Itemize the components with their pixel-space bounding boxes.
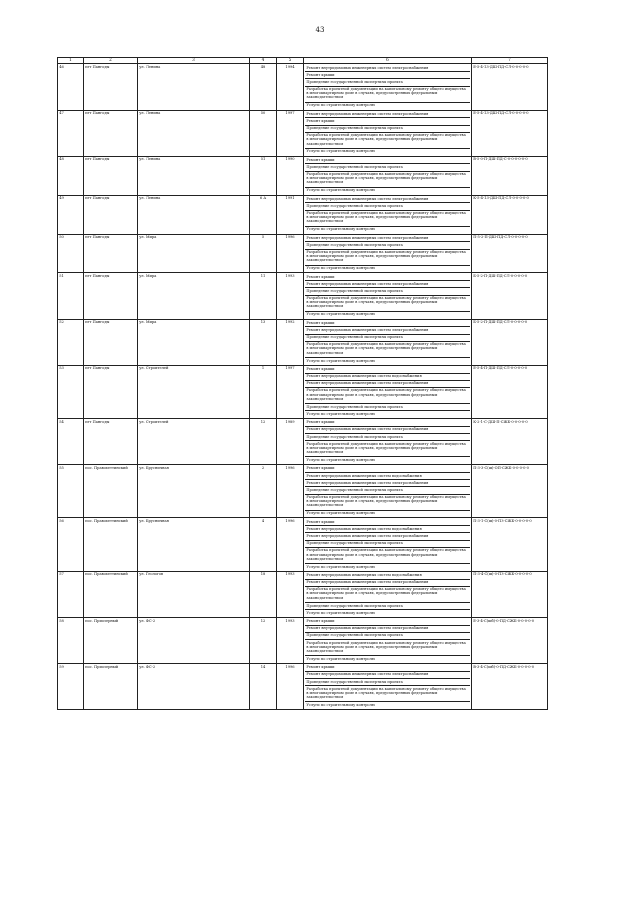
work-item: Проведение государственной экспертизы проекта	[305, 242, 470, 249]
street-cell: ул. Ленина	[138, 110, 250, 156]
work-item: Ремонт крыши	[305, 72, 470, 79]
work-item: Проведение государственной экспертизы проекта	[305, 79, 470, 86]
table-row	[58, 518, 548, 571]
street-cell: ул. Геологов	[138, 571, 250, 617]
year-cell: 1996	[277, 518, 304, 571]
year-cell: 1993	[277, 617, 304, 663]
year-cell: 1994	[277, 64, 304, 110]
column-header: 1	[58, 58, 84, 64]
works-cell	[304, 664, 472, 710]
row-number-cell: 51	[58, 273, 84, 319]
work-item: Услуги по строительному контролю	[306, 656, 375, 661]
work-item: Услуги по строительному контролю	[306, 457, 375, 462]
works-cell	[304, 617, 472, 663]
work-item: Ремонт крыши	[305, 274, 470, 281]
table-row	[58, 365, 548, 418]
column-header: 5	[277, 58, 304, 64]
row-number-cell: 59	[58, 664, 84, 710]
work-item: Ремонт крыши	[305, 366, 470, 373]
row-number-cell: 58	[58, 617, 84, 663]
house-cell: 12	[250, 617, 277, 663]
settlement-cell: пос. Правохеттинский	[84, 518, 138, 571]
work-item: Ремонт внутридомовых инженерных систем электроснабжения	[305, 235, 470, 242]
work-item: Услуги по строительному контролю	[306, 411, 375, 416]
house-cell: 14	[250, 664, 277, 710]
column-header: 2	[84, 58, 138, 64]
row-number-cell: 53	[58, 365, 84, 418]
work-item: Проведение государственной экспертизы проекта	[305, 126, 470, 133]
work-item: Услуги по строительному контролю	[306, 511, 375, 516]
street-cell: ул. Мира	[138, 319, 250, 365]
work-item: Услуги по строительному контролю	[306, 103, 375, 108]
column-header: 7	[472, 58, 548, 64]
street-cell: ул. Мира	[138, 273, 250, 319]
column-header: 4	[250, 58, 277, 64]
work-item: Ремонт внутридомовых инженерных систем водоснабжения	[305, 572, 470, 579]
works-cell	[304, 156, 472, 195]
works-cell	[304, 571, 472, 617]
settlement-cell: пос. Правохеттинский	[84, 571, 138, 617]
table-row	[58, 319, 548, 365]
code-cell: Е-5-4-13-ДШ-ПД-СЛ-0-0-0-0-0	[472, 64, 548, 110]
work-item: Услуги по строительному контролю	[306, 358, 375, 363]
work-item: Проведение государственной экспертизы проекта	[305, 434, 470, 441]
work-item: Разработка проектной документации на капитальному ремонту общего имущества в многоквартирном доме в случаях, предусмотренных федеральным законодательством	[305, 211, 470, 227]
work-item: Ремонт крыши	[305, 519, 470, 526]
street-cell: ул. Ленина	[138, 156, 250, 195]
work-item: Ремонт крыши	[305, 665, 470, 672]
works-cell	[304, 465, 472, 518]
street-cell: ул. Ленина	[138, 195, 250, 234]
work-item: Разработка проектной документации на капитальному ремонту общего имущества в многоквартирном доме в случаях, предусмотренных федеральным законодательством	[305, 133, 470, 149]
street-cell: ул. ФС-2	[138, 617, 250, 663]
row-number-cell: 54	[58, 419, 84, 465]
house-cell: 6 А	[250, 195, 277, 234]
works-cell	[304, 195, 472, 234]
row-number-cell: 55	[58, 465, 84, 518]
year-cell: 1996	[277, 465, 304, 518]
table-row	[58, 465, 548, 518]
year-cell: 1992	[277, 319, 304, 365]
code-cell: П-3-1-С(ш)-0-ПЗ-СЖБ-0-0-0-0-0	[472, 518, 548, 571]
work-item: Проведение государственной экспертизы проекта	[305, 164, 470, 171]
street-cell: ул. ФС-2	[138, 664, 250, 710]
work-item: Разработка проектной документации на капитальному ремонту общего имущества в многоквартирном доме в случаях, предусмотренных федеральным законодательством	[305, 587, 470, 603]
work-item: Услуги по строительному контролю	[306, 266, 375, 271]
code-cell: Б-5-2-П-ДШ-ПД-СЛ-0-0-0-0-0	[472, 319, 548, 365]
table-row	[58, 156, 548, 195]
table-row	[58, 234, 548, 273]
work-item: Ремонт крыши	[305, 466, 470, 473]
table-body	[58, 64, 548, 710]
year-cell: 1993	[277, 273, 304, 319]
works-cell	[304, 64, 472, 110]
house-cell: 18	[250, 571, 277, 617]
street-cell: ул. Ленина	[138, 64, 250, 110]
work-item: Ремонт крыши	[305, 118, 470, 125]
column-header: 3	[138, 58, 250, 64]
work-item: Проведение государственной экспертизы проекта	[305, 335, 470, 342]
row-number-cell: 50	[58, 234, 84, 273]
code-cell: П-3-4-С(ш)-0-ПЗ-СЖБ-0-0-0-0-0	[472, 571, 548, 617]
work-item: Проведение государственной экспертизы проекта	[305, 404, 470, 411]
year-cell: 1991	[277, 195, 304, 234]
row-number-cell: 47	[58, 110, 84, 156]
settlement-cell: пгт Пангоды	[84, 273, 138, 319]
row-number-cell: 56	[58, 518, 84, 571]
year-cell: 1990	[277, 156, 304, 195]
page-number: 43	[315, 26, 325, 34]
settlement-cell: пгт Пангоды	[84, 365, 138, 418]
year-cell: 1996	[277, 664, 304, 710]
settlement-cell: пгт Пангоды	[84, 110, 138, 156]
work-item: Услуги по строительному контролю	[306, 227, 375, 232]
table-row	[58, 273, 548, 319]
row-number-cell: 57	[58, 571, 84, 617]
work-item: Ремонт внутридомовых инженерных систем электроснабжения	[305, 111, 470, 118]
settlement-cell: пгт Пангоды	[84, 419, 138, 465]
code-cell: Б-5-2-П-ДШ-ПД-СЛ-0-0-0-0-0	[472, 273, 548, 319]
house-cell: 48	[250, 64, 277, 110]
row-number-cell: 49	[58, 195, 84, 234]
work-item: Ремонт внутридомовых инженерных систем электроснабжения	[305, 533, 470, 540]
code-cell: В-5-0-П-ДШ-ПД-С-0-0-0-0-0-0	[472, 156, 548, 195]
work-item: Разработка проектной документации на капитальному ремонту общего имущества в многоквартирном доме в случаях, предусмотренных федеральным законодательством	[305, 250, 470, 266]
street-cell: ул. Брусничная	[138, 465, 250, 518]
work-item: Разработка проектной документации на капитальному ремонту общего имущества в многоквартирном доме в случаях, предусмотренных федеральным законодательством	[305, 441, 470, 457]
works-cell	[304, 273, 472, 319]
code-cell: Е-3-4-С(шб)-0-ПД-СЖБ-0-0-0-0-0	[472, 617, 548, 663]
work-item: Ремонт внутридомовых инженерных систем водоснабжения	[305, 374, 470, 381]
street-cell: ул. Брусничная	[138, 518, 250, 571]
work-item: Ремонт внутридомовых инженерных систем электроснабжения	[305, 65, 470, 72]
work-item: Разработка проектной документации на капитальному ремонту общего имущества в многоквартирном доме в случаях, предусмотренных федеральным законодательством	[305, 495, 470, 511]
code-cell: П-5-2-П-ДШ-ПД-СЛ-0-0-0-0-0	[472, 234, 548, 273]
work-item: Ремонт внутридомовых инженерных систем водоснабжения	[305, 526, 470, 533]
code-cell: Е-5-4-П-ДШ-ПД-СЛ-0-0-0-0-0	[472, 365, 548, 418]
table-row	[58, 419, 548, 465]
work-item: Услуги по строительному контролю	[306, 149, 375, 154]
settlement-cell: пос. Правохеттинский	[84, 465, 138, 518]
year-cell: 1996	[277, 234, 304, 273]
work-item: Ремонт внутридомовых инженерных систем электроснабжения	[305, 196, 470, 203]
work-item: Услуги по строительному контролю	[306, 312, 375, 317]
work-item: Ремонт внутридомовых инженерных систем электроснабжения	[305, 672, 470, 679]
row-number-cell: 46	[58, 64, 84, 110]
work-item: Проведение государственной экспертизы проекта	[305, 603, 470, 610]
works-cell	[304, 365, 472, 418]
work-item: Ремонт внутридомовых инженерных систем электроснабжения	[305, 381, 470, 388]
code-cell: Е-5-4-13-ДШ-ПД-СЛ-0-0-0-0-0	[472, 110, 548, 156]
table-row	[58, 571, 548, 617]
work-item: Проведение государственной экспертизы проекта	[305, 288, 470, 295]
work-item: Ремонт внутридомовых инженерных систем электроснабжения	[305, 480, 470, 487]
work-item: Разработка проектной документации на капитальному ремонту общего имущества в многоквартирном доме в случаях, предусмотренных федеральным законодательством	[305, 296, 470, 312]
house-cell: 5	[250, 234, 277, 273]
work-item: Разработка проектной документации на капитальному ремонту общего имущества в многоквартирном доме в случаях, предусмотренных федеральным законодательством	[305, 686, 470, 702]
work-item: Ремонт внутридомовых инженерных систем электроснабжения	[305, 327, 470, 334]
house-cell: 11	[250, 273, 277, 319]
year-cell: 1993	[277, 571, 304, 617]
work-item: Услуги по строительному контролю	[306, 702, 375, 707]
table-row	[58, 664, 548, 710]
table-row	[58, 64, 548, 110]
work-item: Проведение государственной экспертизы проекта	[305, 487, 470, 494]
work-item: Разработка проектной документации на капитальному ремонту общего имущества в многоквартирном доме в случаях, предусмотренных федеральным законодательством	[305, 640, 470, 656]
work-item: Ремонт внутридомовых инженерных систем водоснабжения	[305, 473, 470, 480]
table-row	[58, 195, 548, 234]
work-item: Ремонт внутридомовых инженерных систем электроснабжения	[305, 580, 470, 587]
work-item: Разработка проектной документации на капитальному ремонту общего имущества в многоквартирном доме в случаях, предусмотренных федеральным законодательством	[305, 388, 470, 404]
works-cell	[304, 419, 472, 465]
house-cell: 1	[250, 365, 277, 418]
table-row	[58, 110, 548, 156]
table-row	[58, 617, 548, 663]
settlement-cell: пгт Пангоды	[84, 319, 138, 365]
work-item: Ремонт внутридомовых инженерных систем электроснабжения	[305, 626, 470, 633]
column-header: 6	[304, 58, 472, 64]
code-cell: В-3-4-С(шб)-0-ПД-СЖБ-0-0-0-0-0	[472, 664, 548, 710]
work-item: Услуги по строительному контролю	[306, 564, 375, 569]
year-cell: 1997	[277, 110, 304, 156]
settlement-cell: пгт Пангоды	[84, 234, 138, 273]
works-cell	[304, 110, 472, 156]
work-item: Ремонт внутридомовых инженерных систем электроснабжения	[305, 427, 470, 434]
work-item: Разработка проектной документации на капитальному ремонту общего имущества в многоквартирном доме в случаях, предусмотренных федеральным законодательством	[305, 87, 470, 103]
year-cell: 1989	[277, 419, 304, 465]
work-item: Ремонт крыши	[305, 619, 470, 626]
settlement-cell: пгт Пангоды	[84, 195, 138, 234]
settlement-cell: пгт Пангоды	[84, 156, 138, 195]
work-item: Ремонт крыши	[305, 420, 470, 427]
house-cell: 51	[250, 156, 277, 195]
work-item: Разработка проектной документации на капитальному ремонту общего имущества в многоквартирном доме в случаях, предусмотренных федеральным законодательством	[305, 172, 470, 188]
code-cell: К-2-1-С-ДШ-П-СЖБ-0-0-0-0-0	[472, 419, 548, 465]
work-item: Разработка проектной документации на капитальному ремонту общего имущества в многоквартирном доме в случаях, предусмотренных федеральным законодательством	[305, 548, 470, 564]
row-number-cell: 52	[58, 319, 84, 365]
work-item: Проведение государственной экспертизы проекта	[305, 203, 470, 210]
settlement-cell: пгт Пангоды	[84, 64, 138, 110]
street-cell: ул. Строителей	[138, 419, 250, 465]
work-item: Проведение государственной экспертизы проекта	[305, 679, 470, 686]
house-cell: 12	[250, 419, 277, 465]
house-cell: 2	[250, 465, 277, 518]
work-item: Ремонт внутридомовых инженерных систем электроснабжения	[305, 281, 470, 288]
work-item: Разработка проектной документации на капитальному ремонту общего имущества в многоквартирном доме в случаях, предусмотренных федеральным законодательством	[305, 342, 470, 358]
work-item: Ремонт крыши	[305, 320, 470, 327]
code-cell: П-3-3-С(ш)-ОП-СЖБ-0-0-0-0-0	[472, 465, 548, 518]
work-item: Услуги по строительному контролю	[306, 188, 375, 193]
house-cell: 50	[250, 110, 277, 156]
work-item: Проведение государственной экспертизы проекта	[305, 633, 470, 640]
work-item: Проведение государственной экспертизы проекта	[305, 541, 470, 548]
works-cell	[304, 319, 472, 365]
year-cell: 1997	[277, 365, 304, 418]
works-cell	[304, 518, 472, 571]
street-cell: ул. Строителей	[138, 365, 250, 418]
row-number-cell: 48	[58, 156, 84, 195]
work-item: Ремонт крыши	[305, 157, 470, 164]
house-cell: 13	[250, 319, 277, 365]
house-cell: 4	[250, 518, 277, 571]
settlement-cell: пос. Приозерный	[84, 617, 138, 663]
code-cell: К-5-4-13-ДШ-ПД-СЛ-0-0-0-0-0	[472, 195, 548, 234]
registry-table	[57, 57, 548, 710]
street-cell: ул. Мира	[138, 234, 250, 273]
works-cell	[304, 234, 472, 273]
work-item: Услуги по строительному контролю	[306, 610, 375, 615]
settlement-cell: пос. Приозерный	[84, 664, 138, 710]
